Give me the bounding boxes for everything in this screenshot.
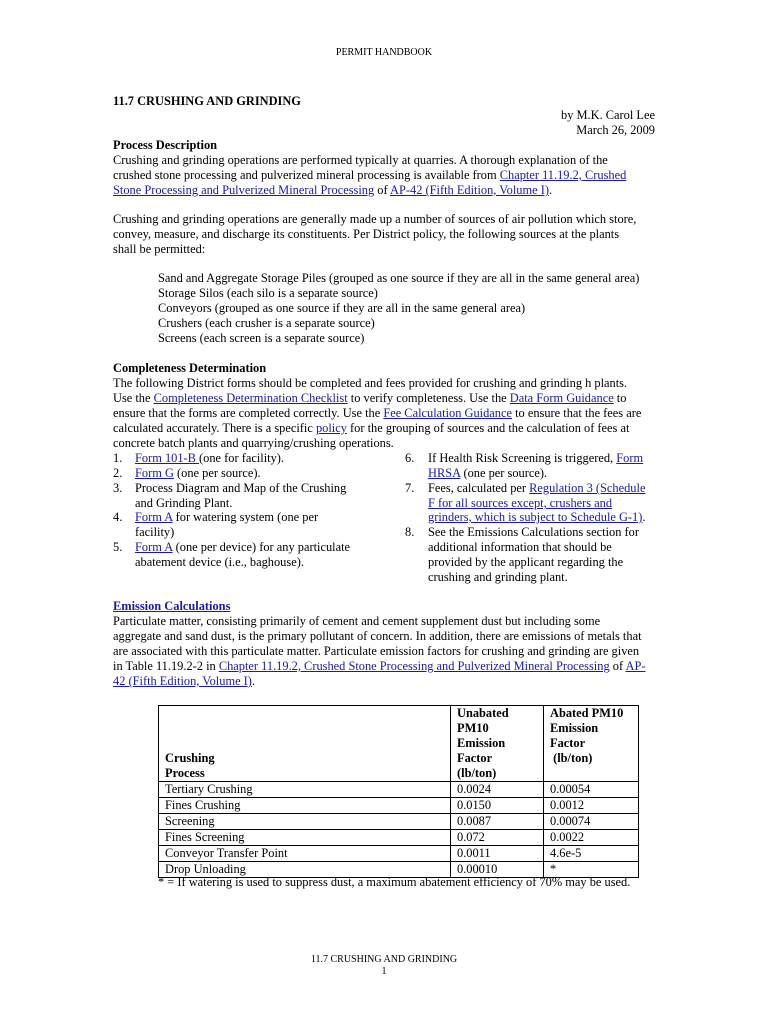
regulation-3-link[interactable]: grinders, which is subject to Schedule G-1) bbox=[428, 510, 643, 524]
process-cell: Conveyor Transfer Point bbox=[159, 846, 451, 862]
paragraph-line: The following District forms should be completed and fees provided for crushing and grinding h plants. bbox=[113, 376, 628, 390]
chapter-11-19-2-link[interactable]: Chapter 11.19.2, Crushed Stone Processing and Pulverized Mineral Processing bbox=[218, 659, 610, 673]
unabated-cell: 0.00010 bbox=[451, 862, 544, 878]
section-title: 11.7 CRUSHING AND GRINDING bbox=[113, 94, 301, 108]
completeness-heading: Completeness Determination bbox=[113, 361, 267, 375]
paragraph-line: Crushing and grinding operations are performed typically at quarries. A thorough explanation of the bbox=[113, 153, 608, 167]
abated-cell: 0.00054 bbox=[544, 782, 639, 798]
source-list-item: Storage Silos (each silo is a separate source) bbox=[158, 286, 378, 300]
chapter-11-19-2-link[interactable]: Stone Processing and Pulverized Mineral Processing bbox=[113, 183, 375, 197]
page-number: 1 bbox=[381, 966, 387, 977]
list-item-continued: abatement device (i.e., baghouse). bbox=[135, 555, 304, 569]
form-a-link[interactable]: Form A bbox=[135, 540, 173, 554]
list-number: 8. bbox=[405, 525, 415, 539]
form-g-link[interactable]: Form G bbox=[135, 466, 174, 480]
list-item-continued: additional information that should be bbox=[428, 540, 612, 554]
list-item-continued: provided by the applicant regarding the bbox=[428, 555, 624, 569]
list-item-continued: HRSA (one per source). bbox=[428, 466, 548, 480]
data-form-guidance-link[interactable]: Data Form Guidance bbox=[509, 391, 614, 405]
source-list-item: Crushers (each crusher is a separate source) bbox=[158, 316, 375, 330]
list-item: Fees, calculated per Regulation 3 (Schedule bbox=[428, 481, 646, 495]
paragraph-line: aggregate and sand dust, is the primary pollutant of concern. In addition, there are emissions of metals that bbox=[113, 629, 642, 643]
form-a-link[interactable]: Form A bbox=[135, 510, 173, 524]
list-item: Form 101-B (one for facility). bbox=[135, 451, 285, 465]
abated-cell: 0.0022 bbox=[544, 830, 639, 846]
list-item-continued bbox=[428, 496, 612, 511]
unabated-cell: 0.0011 bbox=[451, 846, 544, 862]
paragraph-line: convey, measure, and discharge its constituents. Per District policy, the following sources at the plants bbox=[113, 227, 620, 241]
list-number: 6. bbox=[405, 451, 415, 465]
abated-cell: 4.6e-5 bbox=[544, 846, 639, 862]
process-cell: Drop Unloading bbox=[159, 862, 451, 878]
list-item-continued: facility) bbox=[135, 525, 175, 539]
unabated-cell: 0.0024 bbox=[451, 782, 544, 798]
paragraph-line: calculated accurately. There is a specific policy for the grouping of sources and the calculation of fees at bbox=[113, 421, 630, 435]
process-cell: Fines Crushing bbox=[159, 798, 451, 814]
form-hrsa-link[interactable]: HRSA bbox=[428, 466, 461, 480]
list-number: 4. bbox=[113, 510, 123, 524]
fee-calculation-guidance-link[interactable]: Fee Calculation Guidance bbox=[383, 406, 512, 420]
table-footnote: * = If watering is used to suppress dust, a maximum abatement efficiency of 70% may be used. bbox=[158, 875, 631, 889]
process-cell: Screening bbox=[159, 814, 451, 830]
paragraph-line: ensure that the forms are completed correctly. Use the Fee Calculation Guidance to ensure that the fees are bbox=[113, 406, 642, 420]
process-cell: Fines Screening bbox=[159, 830, 451, 846]
list-number: 5. bbox=[113, 540, 123, 554]
list-item: See the Emissions Calculations section for bbox=[428, 525, 639, 539]
abated-cell: 0.00074 bbox=[544, 814, 639, 830]
list-item-continued: grinders, which is subject to Schedule G-1). bbox=[428, 510, 646, 524]
table-row bbox=[159, 830, 639, 846]
list-item: Form G (one per source). bbox=[135, 466, 261, 480]
paragraph-line: Particulate matter, consisting primarily of cement and cement supplement dust but including some bbox=[113, 614, 601, 628]
list-number: 1. bbox=[113, 451, 123, 465]
emission-calculations-link[interactable]: Emission Calculations bbox=[113, 599, 231, 613]
date: March 26, 2009 bbox=[576, 123, 655, 137]
paragraph-line: are associated with this particulate matter. Particulate emission factors for crushing and grinding are given bbox=[113, 644, 640, 658]
form-101b-link[interactable]: Form 101-B bbox=[135, 451, 200, 465]
list-number: 7. bbox=[405, 481, 415, 495]
completeness-checklist-link[interactable]: Completeness Determination Checklist bbox=[153, 391, 348, 405]
paragraph-line: in Table 11.19.2-2 in Chapter 11.19.2, Crushed Stone Processing and Pulverized Mineral Processing of AP- bbox=[113, 659, 646, 673]
source-list-item: Screens (each screen is a separate source) bbox=[158, 331, 365, 345]
unabated-cell: 0.072 bbox=[451, 830, 544, 846]
paragraph-line: Crushing and grinding operations are generally made up a number of sources of air pollution which store, bbox=[113, 212, 637, 226]
footer-title: 11.7 CRUSHING AND GRINDING bbox=[310, 954, 458, 965]
table-header-row bbox=[159, 706, 639, 782]
regulation-3-link[interactable]: F for all sources except, crushers and bbox=[428, 496, 613, 510]
table-row bbox=[159, 814, 639, 830]
ap42-link[interactable]: AP-42 (Fifth Edition, Volume I) bbox=[390, 183, 549, 197]
list-item: If Health Risk Screening is triggered, Form bbox=[428, 451, 644, 465]
regulation-3-link[interactable]: Regulation 3 (Schedule bbox=[529, 481, 646, 495]
table-row bbox=[159, 798, 639, 814]
process-description-heading: Process Description bbox=[113, 138, 218, 152]
paragraph-line: concrete batch plants and quarrying/crushing operations. bbox=[113, 436, 394, 450]
paragraph-line: Stone Processing and Pulverized Mineral Processing of AP-42 (Fifth Edition, Volume I). bbox=[113, 183, 553, 197]
emission-heading bbox=[113, 599, 230, 614]
ap42-link[interactable]: 42 (Fifth Edition, Volume I) bbox=[113, 674, 252, 688]
abated-cell: 0.0012 bbox=[544, 798, 639, 814]
paragraph-line: 42 (Fifth Edition, Volume I). bbox=[113, 674, 256, 688]
paragraph-line: crushed stone processing and pulverized mineral processing is available from Chapter 11.19.2, Crushed bbox=[113, 168, 627, 182]
list-number: 2. bbox=[113, 466, 123, 480]
unabated-cell: 0.0087 bbox=[451, 814, 544, 830]
paragraph-line: shall be permitted: bbox=[113, 242, 206, 256]
list-item: Form A (one per device) for any particulate bbox=[135, 540, 351, 554]
table-row bbox=[159, 846, 639, 862]
abated-cell: * bbox=[544, 862, 639, 878]
source-list-item: Conveyors (grouped as one source if they are all in the same general area) bbox=[158, 301, 526, 315]
list-item-continued: and Grinding Plant. bbox=[135, 496, 233, 510]
chapter-11-19-2-link[interactable]: Chapter 11.19.2, Crushed bbox=[499, 168, 627, 182]
author: by M.K. Carol Lee bbox=[561, 108, 655, 122]
form-hrsa-link[interactable]: Form bbox=[616, 451, 644, 465]
source-list-item: Sand and Aggregate Storage Piles (grouped as one source if they are all in the same general area) bbox=[158, 271, 640, 285]
list-item: Process Diagram and Map of the Crushing bbox=[135, 481, 347, 495]
header-abated-pm10: Abated PM10 Emission Factor (lb/ton) bbox=[544, 706, 639, 782]
ap42-link[interactable]: AP- bbox=[625, 659, 646, 673]
list-item-continued: crushing and grinding plant. bbox=[428, 570, 568, 584]
list-item: Form A for watering system (one per bbox=[135, 510, 319, 524]
policy-link[interactable]: policy bbox=[315, 421, 347, 435]
header-crushing-process: Crushing Process bbox=[159, 706, 451, 782]
list-number: 3. bbox=[113, 481, 123, 495]
running-header: PERMIT HANDBOOK bbox=[335, 47, 433, 58]
unabated-cell: 0.0150 bbox=[451, 798, 544, 814]
table-row bbox=[159, 782, 639, 798]
process-cell: Tertiary Crushing bbox=[159, 782, 451, 798]
emission-factor-table bbox=[158, 705, 639, 878]
paragraph-line: Use the Completeness Determination Checklist to verify completeness. Use the Data Form Guidance to bbox=[113, 391, 627, 405]
header-unabated-pm10: Unabated PM10 Emission Factor (lb/ton) bbox=[451, 706, 544, 782]
